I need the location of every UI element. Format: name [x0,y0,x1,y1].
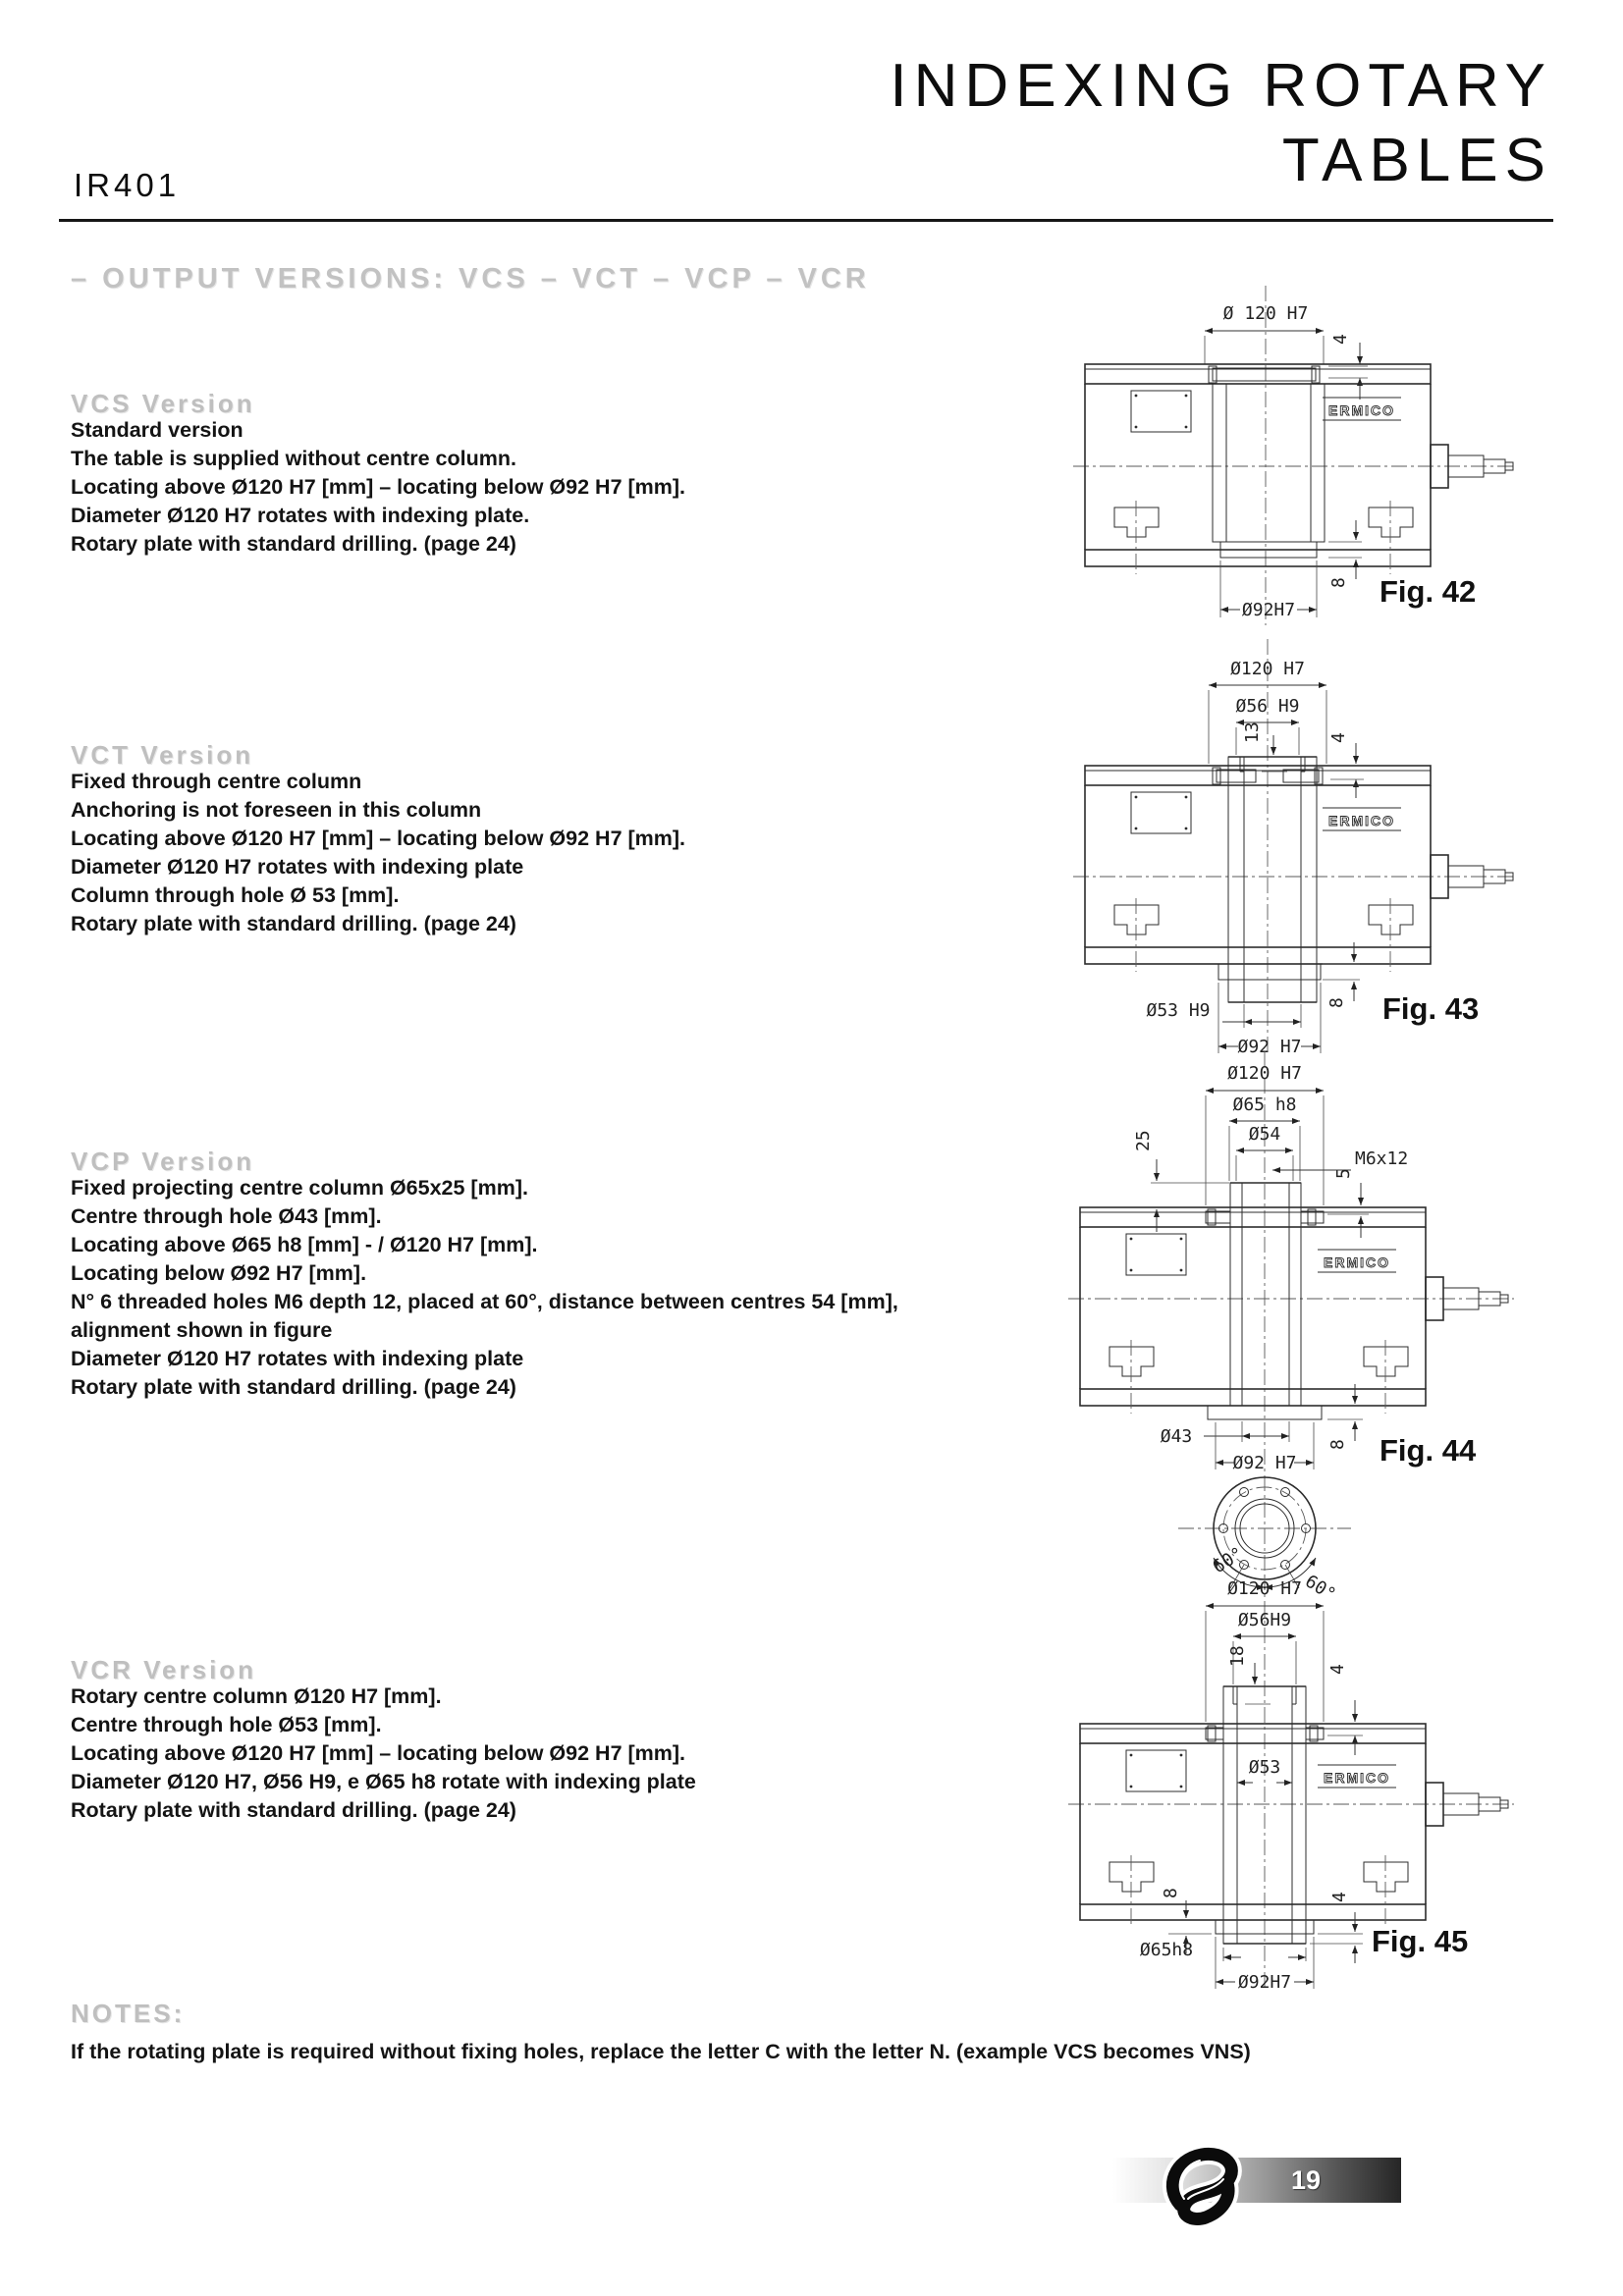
text-line: alignment shown in figure [71,1318,333,1342]
vcp-section-drawing [1060,1045,1571,1606]
vct-heading: VCT Version [71,740,254,770]
dim-label: Ø43 [1160,1426,1193,1447]
text-line: Rotary centre column Ø120 H7 [mm]. [71,1684,442,1708]
dim-label: 25 [1133,1130,1154,1151]
dim-label: Ø120 H7 [1227,1063,1302,1084]
text-line: Locating above Ø65 h8 [mm] - / Ø120 H7 [mm]. [71,1233,538,1256]
dim-label: Ø56H9 [1237,1610,1292,1630]
dim-label: Ø92H7 [1237,1972,1292,1993]
brand-logo-text: ERMICO [1324,1255,1390,1270]
dim-label: 4 [1327,1664,1348,1675]
vct-section-drawing [1065,633,1571,1057]
figure-caption: Fig. 44 [1380,1433,1477,1468]
model-code: IR401 [74,167,181,203]
vcs-text [71,416,1053,559]
figure-caption: Fig. 42 [1380,574,1477,609]
dim-label: 4 [1328,732,1349,743]
output-versions-heading: – OUTPUT VERSIONS: VCS – VCT – VCP – VCR [71,263,870,294]
brand-logo-text: ERMICO [1328,402,1395,418]
dim-label: 8 [1326,997,1347,1008]
figure-caption: Fig. 45 [1372,1924,1469,1958]
dim-label: 8 [1328,577,1349,588]
text-line: The table is supplied without centre column. [71,447,516,470]
dim-label: Ø65 h8 [1232,1095,1297,1115]
dim-label: 60° [1209,1543,1248,1578]
text-line: Rotary plate with standard drilling. (page 24) [71,1375,516,1399]
dim-label: 4 [1330,334,1351,345]
text-line: Column through hole Ø 53 [mm]. [71,883,400,907]
text-line: Locating above Ø120 H7 [mm] – locating below Ø92 H7 [mm]. [71,1741,686,1765]
vcs-section-drawing [1065,280,1571,633]
vcr-text [71,1682,1053,1825]
page-number: 19 [1291,2165,1322,2195]
text-line: Centre through hole Ø43 [mm]. [71,1204,382,1228]
dim-label: Ø54 [1248,1124,1281,1145]
text-line: Diameter Ø120 H7 rotates with indexing plate [71,855,524,879]
company-logo [1159,2142,1269,2224]
page-title [890,49,1552,198]
text-line: Locating above Ø120 H7 [mm] – locating below Ø92 H7 [mm]. [71,827,686,850]
dim-label: Ø53 H9 [1146,1000,1211,1021]
header-rule [59,219,1553,222]
dim-label: Ø53 [1248,1757,1281,1778]
dim-label: 8 [1161,1888,1181,1898]
dim-label: 60° [1301,1571,1340,1606]
dim-label: 8 [1327,1439,1348,1450]
page-title-line2: TABLES [1281,127,1552,194]
brand-logo-text: ERMICO [1324,1770,1390,1786]
notes-text: If the rotating plate is required without fixing holes, replace the letter C with the letter N. (example VCS becomes VNS) [71,2040,1251,2063]
dim-label: Ø65h8 [1139,1940,1194,1960]
vcp-text [71,1174,1053,1402]
text-line: Rotary plate with standard drilling. (page 24) [71,912,516,935]
dim-label: 13 [1242,721,1263,743]
dim-label: 5 [1333,1168,1354,1179]
figure-vct-drawing [1065,633,1571,1057]
dim-label: 4 [1329,1892,1350,1902]
brand-logo-text: ERMICO [1328,813,1395,828]
text-line: Diameter Ø120 H7, Ø56 H9, e Ø65 h8 rotate with indexing plate [71,1770,696,1793]
vcr-heading: VCR Version [71,1655,257,1684]
text-line: Fixed projecting centre column Ø65x25 [mm]. [71,1176,528,1200]
dim-label: Ø120 H7 [1227,1578,1302,1599]
vcs-heading: VCS Version [71,389,255,418]
text-line: Locating below Ø92 H7 [mm]. [71,1261,367,1285]
vct-text [71,768,1053,938]
text-line: Locating above Ø120 H7 [mm] – locating below Ø92 H7 [mm]. [71,475,686,499]
figure-caption: Fig. 43 [1382,991,1480,1026]
vcp-heading: VCP Version [71,1147,255,1176]
text-line: N° 6 threaded holes M6 depth 12, placed at 60°, distance between centres 54 [mm], [71,1290,898,1313]
dim-label: Ø120 H7 [1230,659,1305,679]
page-title-line1: INDEXING ROTARY [890,52,1552,120]
figure-vcr-drawing [1060,1569,1591,1993]
dim-label: Ø92 H7 [1232,1453,1297,1473]
dim-label: Ø92 H7 [1237,1037,1302,1057]
text-line: Standard version [71,418,243,442]
text-line: Centre through hole Ø53 [mm]. [71,1713,382,1736]
dim-label: 18 [1227,1645,1248,1667]
dim-label: Ø92H7 [1241,600,1296,620]
vcr-section-drawing [1060,1569,1591,1993]
text-line: Anchoring is not foreseen in this column [71,798,482,822]
text-line: Rotary plate with standard drilling. (page 24) [71,1798,516,1822]
text-line: Fixed through centre column [71,770,362,793]
dim-label: Ø 120 H7 [1222,303,1309,324]
figure-vcs-drawing [1065,280,1571,633]
dim-label: M6x12 [1355,1148,1409,1169]
dim-label: Ø56 H9 [1235,696,1300,717]
notes-heading: NOTES: [71,1999,186,2028]
text-line: Rotary plate with standard drilling. (page 24) [71,532,516,556]
text-line: Diameter Ø120 H7 rotates with indexing plate [71,1347,524,1370]
figure-vcp-drawing [1060,1045,1571,1606]
text-line: Diameter Ø120 H7 rotates with indexing plate. [71,504,530,527]
